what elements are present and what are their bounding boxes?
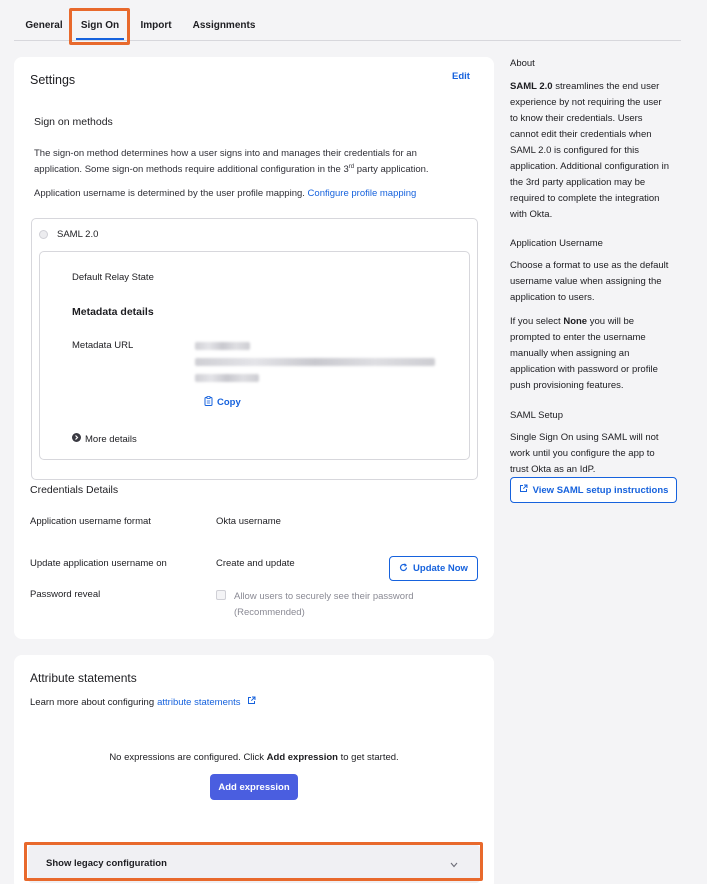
empty-post: to get started. (340, 752, 399, 763)
view-saml-setup-button[interactable] (510, 477, 677, 503)
password-reveal-label: Password reveal (30, 589, 101, 600)
about-line-7: required to complete the integration (510, 193, 660, 204)
default-relay-state-label: Default Relay State (72, 272, 154, 283)
update-username-value: Create and update (216, 558, 295, 569)
edit-link[interactable]: Edit (452, 71, 470, 82)
sign-on-desc-line1: The sign-on method determines how a user signs into and manages their credentials for an (34, 148, 417, 159)
attribute-statements-card (14, 655, 494, 884)
none-post: you will be (589, 316, 635, 327)
about-saml-bold: SAML 2.0 (510, 81, 553, 92)
configure-profile-mapping-link[interactable]: Configure profile mapping (307, 188, 417, 199)
update-username-label: Update application username on (30, 558, 167, 569)
settings-title: Settings (30, 73, 76, 87)
app-username-line-1: username value when assigning the (510, 276, 662, 287)
saml-radio[interactable] (39, 230, 48, 239)
chevron-down-icon (450, 860, 458, 871)
saml-setup-line-2: trust Okta as an IdP. (510, 464, 596, 475)
none-bold: None (563, 316, 588, 327)
about-line-0 (510, 79, 680, 95)
settings-card (14, 57, 494, 639)
about-line-0-text: streamlines the end user (555, 81, 660, 92)
saml-setup-line-1: work until you configure the app to (510, 448, 655, 459)
about-line-3: cannot edit their credentials when (510, 129, 652, 140)
desc-line2-pre: application. Some sign-on methods require additional configuration in the 3 (34, 164, 349, 176)
about-line-8: with Okta. (510, 209, 553, 220)
about-line-5: application. Additional configuration in (510, 161, 669, 172)
password-reveal-line2: (Recommended) (234, 607, 305, 618)
metadata-url-label: Metadata URL (72, 340, 134, 351)
empty-bold: Add expression (266, 752, 338, 763)
external-link-icon (247, 696, 256, 708)
learn-more-label: Learn more about configuring (30, 696, 155, 708)
sign-on-desc-line2 (34, 164, 429, 175)
none-line-2: manually when assigning an (510, 348, 630, 359)
none-line-0 (510, 314, 680, 330)
password-reveal-checkbox[interactable] (216, 590, 226, 600)
legacy-configuration-label: Show legacy configuration (46, 858, 167, 869)
about-line-1: experience by not requiring the user (510, 97, 662, 108)
attribute-statements-title: Attribute statements (30, 671, 137, 685)
username-mapping-label: Application username is determined by the user profile mapping. (34, 188, 305, 199)
copy-label: Copy (217, 397, 241, 408)
username-format-label: Application username format (30, 516, 151, 527)
saml-setup-title: SAML Setup (510, 410, 563, 421)
saml-details-box (39, 251, 470, 460)
credentials-title: Credentials Details (30, 484, 119, 496)
copy-button[interactable] (204, 396, 241, 409)
refresh-icon (399, 563, 408, 575)
external-link-icon (519, 484, 528, 496)
attribute-statements-link[interactable]: attribute statements (157, 696, 241, 708)
metadata-details-title: Metadata details (72, 306, 154, 318)
more-details-label: More details (85, 433, 137, 445)
application-username-title: Application Username (510, 238, 603, 249)
chevron-right-circle-icon (72, 433, 81, 445)
none-option-text (510, 314, 680, 394)
about-line-4: SAML 2.0 is configured for this (510, 145, 640, 156)
update-now-button[interactable] (389, 556, 478, 581)
saml-setup-text (510, 430, 680, 478)
none-line-3: application with password or profile (510, 364, 658, 375)
app-username-line-2: application to users. (510, 292, 595, 303)
none-line-1: prompted to enter the username (510, 332, 646, 343)
about-line-6: the 3rd party application may be (510, 177, 646, 188)
username-mapping-text (34, 188, 416, 199)
view-saml-setup-label: View SAML setup instructions (532, 484, 669, 496)
saml-label: SAML 2.0 (57, 229, 99, 240)
learn-more-text (30, 696, 256, 708)
none-pre: If you select (510, 316, 561, 327)
update-now-label: Update Now (413, 563, 468, 574)
tab-assignments[interactable]: Assignments (192, 20, 256, 31)
none-line-4: push provisioning features. (510, 380, 624, 391)
metadata-url-redacted-3 (195, 374, 259, 382)
metadata-url-redacted-2 (195, 358, 435, 366)
tab-sign-on[interactable]: Sign On (76, 12, 124, 40)
more-details-toggle[interactable] (72, 433, 137, 445)
desc-line2-post: party application. (354, 164, 429, 176)
saml-setup-line-0: Single Sign On using SAML will not (510, 432, 659, 443)
tab-general[interactable]: General (25, 20, 63, 31)
clipboard-icon (204, 396, 213, 409)
empty-pre: No expressions are configured. Click (109, 752, 265, 763)
metadata-url-redacted-1 (195, 342, 250, 350)
about-panel (510, 56, 680, 223)
saml-method-box (31, 218, 478, 480)
add-expression-button[interactable]: Add expression (210, 774, 298, 800)
about-text (510, 79, 680, 223)
about-title: About (510, 58, 535, 69)
application-username-panel (510, 236, 680, 394)
password-reveal-text (234, 589, 414, 621)
desc-line2-sup: rd (348, 164, 355, 170)
tab-import[interactable]: Import (140, 20, 172, 31)
about-line-2: to know their credentials. Users (510, 113, 643, 124)
password-reveal-line1: Allow users to securely see their password (234, 591, 414, 602)
empty-expressions-message (14, 752, 494, 763)
app-username-line-0: Choose a format to use as the default (510, 260, 669, 271)
legacy-configuration-toggle[interactable] (28, 845, 480, 883)
tab-bar (14, 12, 681, 41)
saml-setup-panel (510, 408, 680, 478)
application-username-text (510, 258, 680, 306)
username-format-value: Okta username (216, 516, 281, 527)
sign-on-methods-title: Sign on methods (34, 116, 113, 128)
